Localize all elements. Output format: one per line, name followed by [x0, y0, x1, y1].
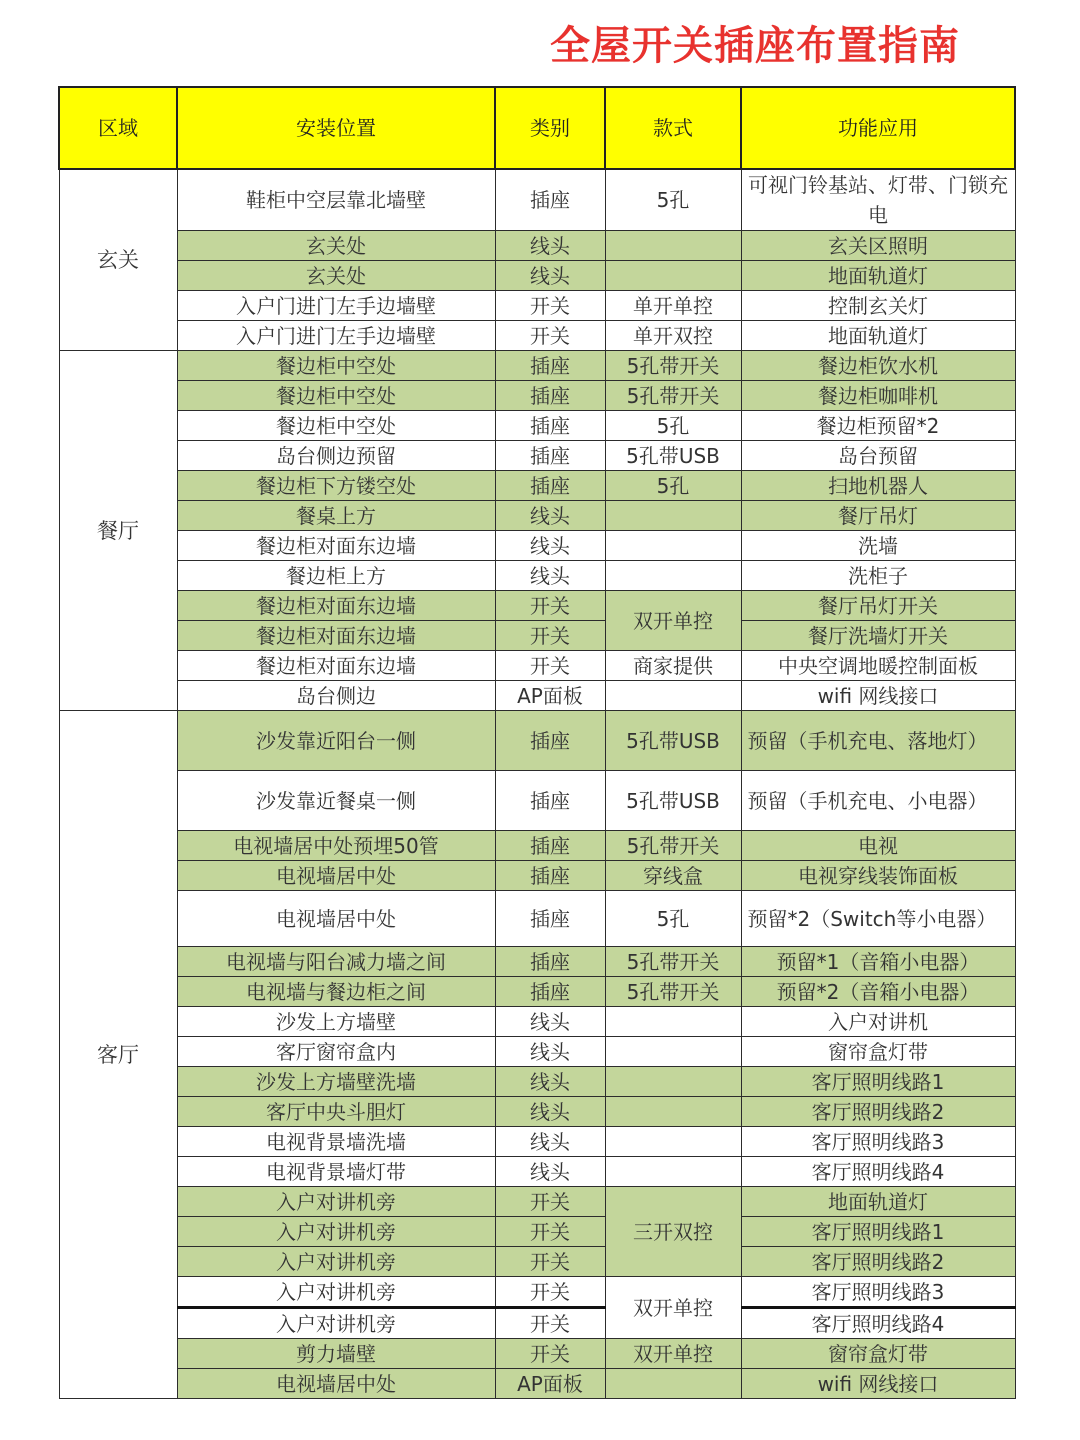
cell-category: 插座	[495, 831, 605, 861]
cell-function: 客厅照明线路1	[741, 1067, 1015, 1097]
cell-style	[605, 1037, 741, 1067]
cell-location: 剪力墙壁	[177, 1339, 495, 1369]
cell-category: 插座	[495, 441, 605, 471]
cell-style: 5孔带开关	[605, 351, 741, 381]
cell-category: 线头	[495, 231, 605, 261]
cell-category: 插座	[495, 947, 605, 977]
table-row	[59, 977, 1015, 1007]
table-row	[59, 1339, 1015, 1369]
cell-category: 线头	[495, 561, 605, 591]
cell-category: 开关	[495, 651, 605, 681]
cell-style	[605, 681, 741, 711]
cell-style: 5孔带USB	[605, 441, 741, 471]
table-row	[59, 1217, 1015, 1247]
cell-function: 地面轨道灯	[741, 321, 1015, 351]
header-area: 区域	[59, 87, 177, 169]
cell-style: 5孔带开关	[605, 947, 741, 977]
table-row	[59, 291, 1015, 321]
cell-location: 岛台侧边预留	[177, 441, 495, 471]
table-row	[59, 947, 1015, 977]
table-header-row	[59, 87, 1015, 169]
table-row	[59, 351, 1015, 381]
cell-function: 餐厅吊灯	[741, 501, 1015, 531]
header-location: 安装位置	[177, 87, 495, 169]
cell-category: 插座	[495, 771, 605, 831]
table-row	[59, 1308, 1015, 1339]
cell-style: 5孔	[605, 411, 741, 441]
cell-category: 开关	[495, 291, 605, 321]
cell-category: AP面板	[495, 1369, 605, 1399]
cell-category: 开关	[495, 1339, 605, 1369]
area-cell-living: 客厅	[59, 711, 177, 1399]
cell-location: 电视背景墙洗墙	[177, 1127, 495, 1157]
cell-function: wifi 网线接口	[741, 1369, 1015, 1399]
page-title: 全屋开关插座布置指南	[550, 23, 960, 69]
cell-location: 电视墙居中处	[177, 891, 495, 947]
cell-category: 开关	[495, 591, 605, 621]
cell-function: 电视穿线装饰面板	[741, 861, 1015, 891]
cell-style: 穿线盒	[605, 861, 741, 891]
cell-location: 电视墙与阳台减力墙之间	[177, 947, 495, 977]
table-row	[59, 1037, 1015, 1067]
cell-style	[605, 1157, 741, 1187]
cell-function: 窗帘盒灯带	[741, 1037, 1015, 1067]
cell-location: 入户门进门左手边墙壁	[177, 291, 495, 321]
table-row	[59, 321, 1015, 351]
cell-function: 地面轨道灯	[741, 261, 1015, 291]
cell-style-merged: 双开单控	[605, 1277, 741, 1339]
cell-location: 餐边柜上方	[177, 561, 495, 591]
cell-style: 5孔	[605, 471, 741, 501]
cell-function: 中央空调地暖控制面板	[741, 651, 1015, 681]
cell-function: 客厅照明线路2	[741, 1097, 1015, 1127]
cell-category: 插座	[495, 977, 605, 1007]
cell-function: 预留*1（音箱小电器）	[741, 947, 1015, 977]
cell-location: 餐边柜对面东边墙	[177, 651, 495, 681]
cell-category: 线头	[495, 1007, 605, 1037]
cell-category: 插座	[495, 891, 605, 947]
table-row	[59, 1007, 1015, 1037]
cell-location: 餐边柜对面东边墙	[177, 531, 495, 561]
cell-category: 线头	[495, 501, 605, 531]
cell-function: 入户对讲机	[741, 1007, 1015, 1037]
cell-location: 客厅窗帘盒内	[177, 1037, 495, 1067]
table-row	[59, 441, 1015, 471]
cell-category: 线头	[495, 1157, 605, 1187]
cell-category: 线头	[495, 1097, 605, 1127]
cell-function: 可视门铃基站、灯带、门锁充电	[741, 169, 1015, 231]
cell-function: 窗帘盒灯带	[741, 1339, 1015, 1369]
cell-style	[605, 1369, 741, 1399]
cell-category: 插座	[495, 471, 605, 501]
cell-style: 单开单控	[605, 291, 741, 321]
table-row	[59, 471, 1015, 501]
cell-style	[605, 1007, 741, 1037]
cell-function: 客厅照明线路4	[741, 1308, 1015, 1339]
cell-category: 线头	[495, 1067, 605, 1097]
cell-style: 5孔带USB	[605, 771, 741, 831]
cell-function: 岛台预留	[741, 441, 1015, 471]
table-row	[59, 891, 1015, 947]
cell-location: 电视墙与餐边柜之间	[177, 977, 495, 1007]
cell-location: 入户门进门左手边墙壁	[177, 321, 495, 351]
table-row	[59, 831, 1015, 861]
cell-function: 预留*2（Switch等小电器）	[741, 891, 1015, 947]
cell-category: 插座	[495, 351, 605, 381]
cell-function: 餐厅吊灯开关	[741, 591, 1015, 621]
cell-location: 餐边柜对面东边墙	[177, 591, 495, 621]
header-function: 功能应用	[741, 87, 1015, 169]
header-category: 类别	[495, 87, 605, 169]
cell-category: 线头	[495, 1127, 605, 1157]
cell-location: 客厅中央斗胆灯	[177, 1097, 495, 1127]
cell-location: 电视背景墙灯带	[177, 1157, 495, 1187]
cell-function: 餐边柜预留*2	[741, 411, 1015, 441]
cell-style-merged: 三开双控	[605, 1187, 741, 1277]
cell-function: 客厅照明线路4	[741, 1157, 1015, 1187]
cell-function: 洗柜子	[741, 561, 1015, 591]
cell-category: 插座	[495, 381, 605, 411]
cell-location: 沙发靠近阳台一侧	[177, 711, 495, 771]
cell-category: 开关	[495, 1217, 605, 1247]
cell-location: 电视墙居中处	[177, 1369, 495, 1399]
cell-style	[605, 1127, 741, 1157]
cell-location: 入户对讲机旁	[177, 1308, 495, 1339]
area-cell-dining: 餐厅	[59, 351, 177, 711]
table-row	[59, 411, 1015, 441]
table-row	[59, 169, 1015, 231]
table-row	[59, 861, 1015, 891]
cell-location: 餐边柜对面东边墙	[177, 621, 495, 651]
cell-function: 地面轨道灯	[741, 1187, 1015, 1217]
cell-function: 客厅照明线路3	[741, 1127, 1015, 1157]
table-row	[59, 1157, 1015, 1187]
cell-function: 洗墙	[741, 531, 1015, 561]
cell-style	[605, 561, 741, 591]
table-row	[59, 1187, 1015, 1217]
table-row	[59, 1247, 1015, 1277]
cell-style: 5孔带开关	[605, 831, 741, 861]
cell-style: 5孔	[605, 891, 741, 947]
table-row	[59, 621, 1015, 651]
cell-category: 线头	[495, 261, 605, 291]
cell-category: 插座	[495, 711, 605, 771]
cell-function: 餐边柜咖啡机	[741, 381, 1015, 411]
cell-location: 餐边柜中空处	[177, 351, 495, 381]
cell-location: 电视墙居中处预埋50管	[177, 831, 495, 861]
cell-style	[605, 261, 741, 291]
cell-location: 入户对讲机旁	[177, 1217, 495, 1247]
table-row	[59, 231, 1015, 261]
cell-function: 电视	[741, 831, 1015, 861]
cell-location: 餐边柜下方镂空处	[177, 471, 495, 501]
cell-function: wifi 网线接口	[741, 681, 1015, 711]
cell-function: 预留*2（音箱小电器）	[741, 977, 1015, 1007]
cell-location: 餐桌上方	[177, 501, 495, 531]
cell-function: 客厅照明线路3	[741, 1277, 1015, 1308]
table-row	[59, 771, 1015, 831]
cell-style: 双开单控	[605, 1339, 741, 1369]
cell-category: 开关	[495, 1277, 605, 1308]
table-row	[59, 681, 1015, 711]
wiring-table	[58, 86, 1016, 1399]
cell-location: 入户对讲机旁	[177, 1247, 495, 1277]
wiring-table-container	[58, 86, 1014, 1399]
cell-category: 开关	[495, 621, 605, 651]
cell-function: 客厅照明线路1	[741, 1217, 1015, 1247]
header-style: 款式	[605, 87, 741, 169]
cell-location: 沙发靠近餐桌一侧	[177, 771, 495, 831]
table-row	[59, 381, 1015, 411]
cell-function: 预留（手机充电、落地灯）	[741, 711, 1015, 771]
cell-function: 餐边柜饮水机	[741, 351, 1015, 381]
cell-category: 线头	[495, 531, 605, 561]
cell-category: 开关	[495, 1187, 605, 1217]
cell-location: 沙发上方墙壁洗墙	[177, 1067, 495, 1097]
table-row	[59, 1277, 1015, 1308]
cell-style-merged: 双开单控	[605, 591, 741, 651]
table-row	[59, 561, 1015, 591]
table-row	[59, 711, 1015, 771]
cell-style: 单开双控	[605, 321, 741, 351]
cell-function: 客厅照明线路2	[741, 1247, 1015, 1277]
cell-location: 玄关处	[177, 231, 495, 261]
area-cell-entrance: 玄关	[59, 169, 177, 351]
cell-style: 5孔带开关	[605, 977, 741, 1007]
cell-location: 鞋柜中空层靠北墙壁	[177, 169, 495, 231]
cell-style	[605, 1067, 741, 1097]
table-row	[59, 501, 1015, 531]
cell-style	[605, 1097, 741, 1127]
cell-function: 扫地机器人	[741, 471, 1015, 501]
cell-location: 电视墙居中处	[177, 861, 495, 891]
cell-category: 插座	[495, 411, 605, 441]
cell-style	[605, 531, 741, 561]
cell-style	[605, 501, 741, 531]
cell-location: 岛台侧边	[177, 681, 495, 711]
cell-style: 5孔带开关	[605, 381, 741, 411]
cell-category: 线头	[495, 1037, 605, 1067]
table-row	[59, 1369, 1015, 1399]
table-row	[59, 261, 1015, 291]
table-row	[59, 651, 1015, 681]
cell-function: 预留（手机充电、小电器）	[741, 771, 1015, 831]
cell-location: 餐边柜中空处	[177, 411, 495, 441]
cell-style: 5孔	[605, 169, 741, 231]
cell-category: 开关	[495, 321, 605, 351]
cell-function: 玄关区照明	[741, 231, 1015, 261]
cell-category: AP面板	[495, 681, 605, 711]
cell-style: 5孔带USB	[605, 711, 741, 771]
cell-category: 插座	[495, 861, 605, 891]
table-row	[59, 591, 1015, 621]
cell-function: 餐厅洗墙灯开关	[741, 621, 1015, 651]
cell-category: 开关	[495, 1308, 605, 1339]
cell-category: 插座	[495, 169, 605, 231]
cell-location: 玄关处	[177, 261, 495, 291]
cell-location: 入户对讲机旁	[177, 1187, 495, 1217]
cell-location: 入户对讲机旁	[177, 1277, 495, 1308]
table-row	[59, 1097, 1015, 1127]
cell-style	[605, 231, 741, 261]
table-row	[59, 1127, 1015, 1157]
cell-style: 商家提供	[605, 651, 741, 681]
cell-category: 开关	[495, 1247, 605, 1277]
table-row	[59, 1067, 1015, 1097]
cell-location: 沙发上方墙壁	[177, 1007, 495, 1037]
cell-location: 餐边柜中空处	[177, 381, 495, 411]
table-row	[59, 531, 1015, 561]
cell-function: 控制玄关灯	[741, 291, 1015, 321]
